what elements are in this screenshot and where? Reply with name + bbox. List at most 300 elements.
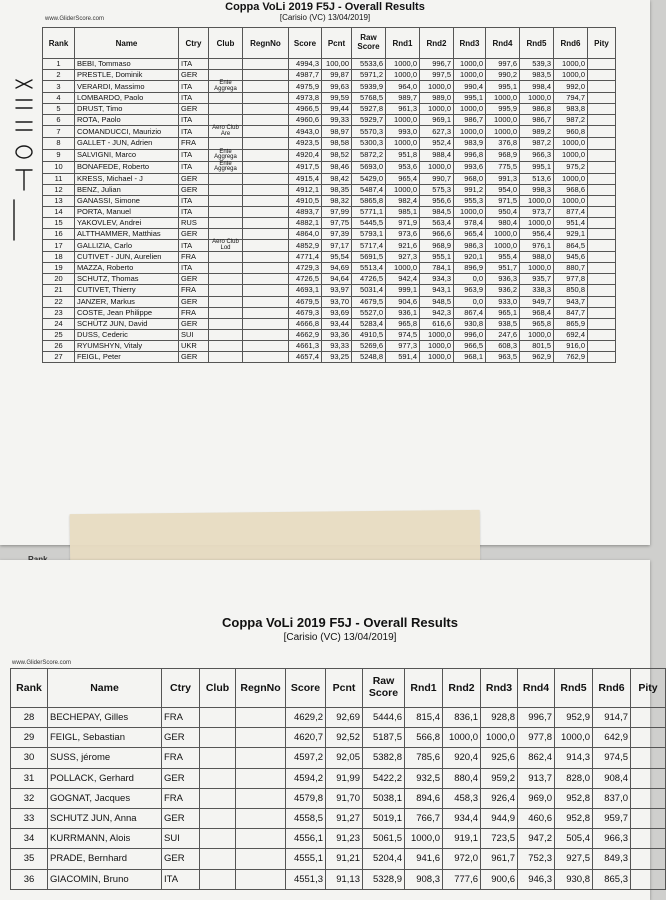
cell-rnd1: 953,6 [386, 161, 420, 173]
cell-name: GALLET - JUN, Adrien [75, 138, 179, 149]
cell-club: Ente Aggrega [209, 149, 243, 161]
cell-pity [588, 195, 616, 206]
cell-ctry: SUI [162, 829, 200, 849]
cell-raw-score: 5248,8 [352, 351, 386, 362]
cell-raw-score: 5382,8 [363, 748, 405, 768]
cell-club [200, 829, 236, 849]
table-row [43, 104, 616, 115]
cell-score: 4558,5 [286, 809, 326, 829]
cell-club [200, 869, 236, 889]
cell-rnd4: 997,6 [486, 59, 520, 70]
cell-rnd2: 996,7 [420, 59, 454, 70]
cell-ctry: RUS [179, 217, 209, 228]
cell-rank: 24 [43, 318, 75, 329]
cell-pcnt: 92,05 [326, 748, 363, 768]
cell-rnd4: 946,3 [518, 869, 555, 889]
cell-ctry: ITA [179, 206, 209, 217]
cell-regnno [243, 217, 289, 228]
cell-score: 4661,3 [289, 340, 322, 351]
cell-pity [588, 340, 616, 351]
cell-rnd1: 1000,0 [386, 263, 420, 274]
cell-regnno [243, 93, 289, 104]
cell-club [209, 70, 243, 81]
cell-raw-score: 5717,4 [352, 240, 386, 252]
cell-rnd1: 941,6 [405, 849, 443, 869]
cell-raw-score: 5872,2 [352, 149, 386, 161]
cell-club [209, 195, 243, 206]
cell-pcnt: 93,70 [322, 296, 352, 307]
col-header-score: Score [286, 669, 326, 708]
cell-name: DRUST, Timo [75, 104, 179, 115]
cell-name: RYUMSHYN, Vitaly [75, 340, 179, 351]
cell-club [209, 329, 243, 340]
cell-name: DUSS, Cederic [75, 329, 179, 340]
cell-rank: 30 [11, 748, 48, 768]
cell-rank: 31 [11, 768, 48, 788]
cell-rnd6: 929,1 [554, 229, 588, 240]
cell-regnno [243, 285, 289, 296]
table-row [43, 173, 616, 184]
cell-pcnt: 99,87 [322, 70, 352, 81]
cell-rnd6: 847,7 [554, 307, 588, 318]
cell-pity [631, 728, 666, 748]
cell-rnd4: 247,6 [486, 329, 520, 340]
cell-score: 4679,5 [289, 296, 322, 307]
cell-ctry: GER [179, 173, 209, 184]
cell-rnd6: 908,4 [593, 768, 631, 788]
table-row [43, 351, 616, 362]
cell-pity [631, 748, 666, 768]
cell-rank: 3 [43, 81, 75, 93]
cell-rnd1: 999,1 [386, 285, 420, 296]
col-header-regnno: RegnNo [243, 28, 289, 59]
cell-name: YAKOVLEV, Andrei [75, 217, 179, 228]
cell-rnd6: 692,4 [554, 329, 588, 340]
cell-rnd6: 968,6 [554, 184, 588, 195]
cell-name: FEIGL, Peter [75, 351, 179, 362]
table-row [11, 728, 666, 748]
cell-pity [588, 206, 616, 217]
cell-pcnt: 99,63 [322, 81, 352, 93]
cell-rnd6: 794,7 [554, 93, 588, 104]
cell-regnno [243, 296, 289, 307]
cell-pity [588, 161, 616, 173]
cell-rnd5: 988,0 [520, 252, 554, 263]
table-row [43, 195, 616, 206]
cell-regnno [243, 206, 289, 217]
cell-rnd5: 976,1 [520, 240, 554, 252]
cell-rnd1: 961,3 [386, 104, 420, 115]
cell-rnd2: 988,4 [420, 149, 454, 161]
cell-pity [631, 788, 666, 808]
cell-rnd3: 926,4 [481, 788, 518, 808]
cell-rnd6: 865,9 [554, 318, 588, 329]
cell-pity [588, 252, 616, 263]
cell-rnd5: 965,8 [520, 318, 554, 329]
cell-rnd6: 987,2 [554, 115, 588, 126]
cell-regnno [243, 115, 289, 126]
table-row [43, 229, 616, 240]
cell-rnd5: 989,2 [520, 126, 554, 138]
cell-regnno [236, 829, 286, 849]
cell-ctry: GER [179, 184, 209, 195]
table-row [11, 788, 666, 808]
cell-rnd3: 968,1 [454, 351, 486, 362]
cell-rnd5: 962,9 [520, 351, 554, 362]
table-row [43, 274, 616, 285]
cell-rnd2: 563,4 [420, 217, 454, 228]
cell-rnd4: 965,1 [486, 307, 520, 318]
cell-rnd2: 972,0 [443, 849, 481, 869]
cell-rnd4: 862,4 [518, 748, 555, 768]
cell-ctry: ITA [179, 161, 209, 173]
cell-pcnt: 98,46 [322, 161, 352, 173]
col-header-pcnt: Pcnt [326, 669, 363, 708]
cell-rnd3: 995,1 [454, 93, 486, 104]
cell-raw-score: 5533,6 [352, 59, 386, 70]
cell-rnd5: 801,5 [520, 340, 554, 351]
col-header-name: Name [48, 669, 162, 708]
cell-ctry: ITA [162, 869, 200, 889]
cell-score: 4960,6 [289, 115, 322, 126]
handwritten-note [2, 60, 42, 250]
cell-rnd4: 1000,0 [486, 240, 520, 252]
cell-rnd5: 987,2 [520, 138, 554, 149]
cell-rnd1: 1000,0 [386, 138, 420, 149]
col-header-rnd5: Rnd5 [520, 28, 554, 59]
cell-club: Ente Aggrega [209, 81, 243, 93]
cell-rnd4: 969,0 [518, 788, 555, 808]
cell-pcnt: 94,69 [322, 263, 352, 274]
cell-rnd3: 959,2 [481, 768, 518, 788]
cell-rnd4: 933,0 [486, 296, 520, 307]
cell-regnno [243, 161, 289, 173]
cell-club [209, 307, 243, 318]
cell-rnd6: 762,9 [554, 351, 588, 362]
col-header-rnd4: Rnd4 [486, 28, 520, 59]
col-header-regnno: RegnNo [236, 669, 286, 708]
col-header-club: Club [200, 669, 236, 708]
cell-rnd4: 608,3 [486, 340, 520, 351]
cell-regnno [243, 59, 289, 70]
cell-name: COMANDUCCI, Maurizio [75, 126, 179, 138]
cell-pity [588, 93, 616, 104]
cell-score: 4729,3 [289, 263, 322, 274]
cell-rnd1: 1000,0 [386, 59, 420, 70]
cell-rank: 29 [11, 728, 48, 748]
cell-raw-score: 5445,5 [352, 217, 386, 228]
table-row [43, 138, 616, 149]
cell-club [209, 252, 243, 263]
cell-pcnt: 97,75 [322, 217, 352, 228]
cell-pcnt: 93,44 [322, 318, 352, 329]
cell-pcnt: 94,64 [322, 274, 352, 285]
cell-rnd3: 1000,0 [454, 59, 486, 70]
cell-pcnt: 98,32 [322, 195, 352, 206]
cell-rnd2: 784,1 [420, 263, 454, 274]
cell-rnd3: 900,6 [481, 869, 518, 889]
cell-ctry: ITA [179, 126, 209, 138]
cell-pcnt: 97,39 [322, 229, 352, 240]
cell-pcnt: 91,27 [326, 809, 363, 829]
table-row [43, 126, 616, 138]
cell-rnd2: 984,5 [420, 206, 454, 217]
cell-ctry: GER [162, 849, 200, 869]
cell-score: 4771,4 [289, 252, 322, 263]
cell-rank: 32 [11, 788, 48, 808]
cell-club [200, 768, 236, 788]
cell-regnno [236, 788, 286, 808]
col-header-rank: Rank [43, 28, 75, 59]
cell-pity [588, 263, 616, 274]
cell-score: 4579,8 [286, 788, 326, 808]
cell-rnd3: 963,9 [454, 285, 486, 296]
cell-rnd4: 971,5 [486, 195, 520, 206]
table-row [43, 81, 616, 93]
cell-rnd3: 961,7 [481, 849, 518, 869]
cell-score: 4597,2 [286, 748, 326, 768]
cell-score: 4666,8 [289, 318, 322, 329]
cell-regnno [243, 252, 289, 263]
cell-rnd3: 991,2 [454, 184, 486, 195]
cell-score: 4556,1 [286, 829, 326, 849]
table-row [43, 263, 616, 274]
cell-rnd2: 1000,0 [420, 351, 454, 362]
cell-pcnt: 91,13 [326, 869, 363, 889]
col-header-score: Score [289, 28, 322, 59]
cell-club [209, 217, 243, 228]
cell-rnd5: 952,8 [555, 788, 593, 808]
cell-rank: 18 [43, 252, 75, 263]
cell-rnd5: 935,7 [520, 274, 554, 285]
cell-raw-score: 5300,3 [352, 138, 386, 149]
cell-rnd2: 934,3 [420, 274, 454, 285]
page-title: Coppa VoLi 2019 F5J - Overall Results [225, 1, 425, 13]
cell-rank: 19 [43, 263, 75, 274]
cell-rnd6: 943,7 [554, 296, 588, 307]
cell-score: 4852,9 [289, 240, 322, 252]
cell-rnd3: 1000,0 [454, 70, 486, 81]
cell-pity [588, 70, 616, 81]
cell-rnd3: 944,9 [481, 809, 518, 829]
col-header-name: Name [75, 28, 179, 59]
col-header-rnd4: Rnd4 [518, 669, 555, 708]
cell-regnno [243, 351, 289, 362]
cell-regnno [243, 81, 289, 93]
cell-rnd6: 880,7 [554, 263, 588, 274]
cell-rank: 20 [43, 274, 75, 285]
cell-rank: 25 [43, 329, 75, 340]
cell-rank: 21 [43, 285, 75, 296]
cell-rnd3: 896,9 [454, 263, 486, 274]
cell-pity [588, 126, 616, 138]
cell-score: 4923,5 [289, 138, 322, 149]
cell-regnno [243, 307, 289, 318]
cell-score: 4987,7 [289, 70, 322, 81]
cell-name: GALLIZIA, Carlo [75, 240, 179, 252]
cell-rnd4: 947,2 [518, 829, 555, 849]
cell-ctry: FRA [162, 748, 200, 768]
cell-score: 4975,9 [289, 81, 322, 93]
cell-score: 4555,1 [286, 849, 326, 869]
table-header-row-2 [11, 669, 666, 708]
cell-club: Ente Aggrega [209, 161, 243, 173]
results-sheet-2 [0, 560, 658, 900]
cell-rnd1: 1000,0 [386, 115, 420, 126]
cell-rnd4: 990,2 [486, 70, 520, 81]
table-row [43, 296, 616, 307]
cell-regnno [236, 748, 286, 768]
cell-score: 4726,5 [289, 274, 322, 285]
cell-regnno [243, 104, 289, 115]
cell-pity [631, 869, 666, 889]
cell-name: KURRMANN, Alois [48, 829, 162, 849]
col-header-rank: Rank [11, 669, 48, 708]
cell-rnd3: 996,0 [454, 329, 486, 340]
cell-raw-score: 5527,0 [352, 307, 386, 318]
cell-ctry: FRA [179, 138, 209, 149]
cell-rnd3: 920,1 [454, 252, 486, 263]
table-row [11, 829, 666, 849]
cell-rnd5: 983,5 [520, 70, 554, 81]
cell-score: 4629,2 [286, 708, 326, 728]
cell-rnd3: 990,4 [454, 81, 486, 93]
site-credit: www.GliderScore.com [45, 16, 105, 22]
cell-score: 4912,1 [289, 184, 322, 195]
cell-pcnt: 91,21 [326, 849, 363, 869]
cell-score: 4657,4 [289, 351, 322, 362]
cell-rank: 36 [11, 869, 48, 889]
cell-name: LOMBARDO, Paolo [75, 93, 179, 104]
cell-rnd4: 938,5 [486, 318, 520, 329]
cell-ctry: FRA [162, 788, 200, 808]
table-row [43, 115, 616, 126]
table-row [43, 329, 616, 340]
cell-raw-score: 5939,9 [352, 81, 386, 93]
cell-club [209, 104, 243, 115]
col-header-club: Club [209, 28, 243, 59]
cell-name: SCHUTZ, Thomas [75, 274, 179, 285]
cell-ctry: ITA [179, 149, 209, 161]
cell-rnd3: 983,9 [454, 138, 486, 149]
cell-rnd5: 539,3 [520, 59, 554, 70]
cell-raw-score: 5019,1 [363, 809, 405, 829]
cell-rnd1: 971,9 [386, 217, 420, 228]
cell-pity [588, 81, 616, 93]
cell-pcnt: 91,23 [326, 829, 363, 849]
cell-name: BECHEPAY, Gilles [48, 708, 162, 728]
cell-rnd2: 836,1 [443, 708, 481, 728]
cell-rnd1: 993,0 [386, 126, 420, 138]
cell-rnd1: 566,8 [405, 728, 443, 748]
cell-raw-score: 5513,4 [352, 263, 386, 274]
cell-pcnt: 95,54 [322, 252, 352, 263]
cell-name: ROTA, Paolo [75, 115, 179, 126]
cell-rank: 26 [43, 340, 75, 351]
cell-score: 4943,0 [289, 126, 322, 138]
cell-rnd1: 591,4 [386, 351, 420, 362]
cell-rank: 15 [43, 217, 75, 228]
cell-rank: 34 [11, 829, 48, 849]
cell-rnd6: 865,3 [593, 869, 631, 889]
cell-rank: 2 [43, 70, 75, 81]
cell-rnd6: 975,2 [554, 161, 588, 173]
cell-name: ALTTHAMMER, Matthias [75, 229, 179, 240]
results-table [42, 27, 616, 363]
cell-rnd2: 969,1 [420, 115, 454, 126]
cell-pcnt: 97,17 [322, 240, 352, 252]
cell-rnd2: 919,1 [443, 829, 481, 849]
cell-name: KRESS, Michael - J [75, 173, 179, 184]
cell-rnd4: 775,5 [486, 161, 520, 173]
table-row [43, 240, 616, 252]
cell-rnd1: 973,6 [386, 229, 420, 240]
cell-rnd2: 1000,0 [443, 728, 481, 748]
cell-rnd6: 959,7 [593, 809, 631, 829]
cell-score: 4915,4 [289, 173, 322, 184]
cell-ctry: GER [162, 768, 200, 788]
cell-pcnt: 92,52 [326, 728, 363, 748]
cell-name: POLLACK, Gerhard [48, 768, 162, 788]
cell-score: 4966,5 [289, 104, 322, 115]
table-row [11, 869, 666, 889]
cell-rnd6: 1000,0 [554, 59, 588, 70]
cell-raw-score: 5693,0 [352, 161, 386, 173]
cell-rnd4: 936,3 [486, 274, 520, 285]
cell-rank: 10 [43, 161, 75, 173]
cell-raw-score: 4679,5 [352, 296, 386, 307]
cell-rnd6: 974,5 [593, 748, 631, 768]
cell-name: GANASSI, Simone [75, 195, 179, 206]
cell-rnd2: 990,7 [420, 173, 454, 184]
cell-rnd4: 913,7 [518, 768, 555, 788]
cell-pcnt: 92,69 [326, 708, 363, 728]
cell-rnd3: 1000,0 [481, 728, 518, 748]
cell-ctry: GER [179, 296, 209, 307]
cell-regnno [243, 263, 289, 274]
cell-regnno [243, 229, 289, 240]
cell-pcnt: 98,58 [322, 138, 352, 149]
cell-rnd4: 954,0 [486, 184, 520, 195]
cell-score: 4594,2 [286, 768, 326, 788]
cell-regnno [243, 195, 289, 206]
cell-name: SCHÜTZ JUN, David [75, 318, 179, 329]
cell-pcnt: 99,59 [322, 93, 352, 104]
cell-rank: 5 [43, 104, 75, 115]
cell-raw-score: 5187,5 [363, 728, 405, 748]
cell-rnd4: 951,7 [486, 263, 520, 274]
cell-pity [588, 229, 616, 240]
cell-rnd4: 968,9 [486, 149, 520, 161]
cell-rnd4: 460,6 [518, 809, 555, 829]
cell-rnd1: 1000,0 [405, 829, 443, 849]
cell-ctry: FRA [179, 252, 209, 263]
col-header-rnd3: Rnd3 [481, 669, 518, 708]
cell-rank: 17 [43, 240, 75, 252]
cell-pcnt: 98,97 [322, 126, 352, 138]
cell-rnd2: 1000,0 [420, 329, 454, 340]
cell-club [200, 809, 236, 829]
cell-rnd4: 991,3 [486, 173, 520, 184]
cell-rnd5: 1000,0 [520, 217, 554, 228]
cell-rnd4: 1000,0 [486, 229, 520, 240]
cell-rnd2: 943,1 [420, 285, 454, 296]
cell-rnd4: 1000,0 [486, 93, 520, 104]
cell-score: 4994,3 [289, 59, 322, 70]
cell-ctry: FRA [162, 708, 200, 728]
cell-rnd6: 877,4 [554, 206, 588, 217]
table-row [43, 206, 616, 217]
